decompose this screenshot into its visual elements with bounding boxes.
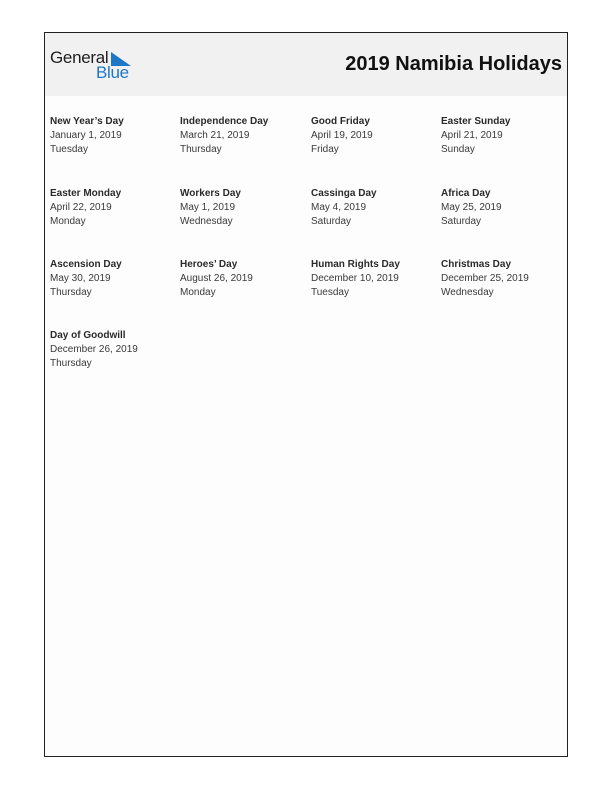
holiday-name: Cassinga Day [311,188,377,199]
holiday-item [50,329,175,371]
holiday-date: March 21, 2019 [180,130,250,141]
holiday-item [180,187,305,229]
holiday-item [50,187,175,229]
holiday-date: April 19, 2019 [311,130,373,141]
holiday-item [50,258,175,300]
holiday-weekday: Wednesday [180,216,233,227]
holiday-date: May 4, 2019 [311,202,367,213]
holiday-item [180,258,305,300]
holiday-name: Easter Monday [50,188,122,199]
holiday-name: Independence Day [180,116,269,127]
holiday-item [311,187,436,229]
holiday-date: May 1, 2019 [180,202,236,213]
holiday-name: Christmas Day [441,259,512,270]
holiday-name: Easter Sunday [441,116,511,127]
holiday-date: December 25, 2019 [441,273,529,284]
calendar-page [44,32,568,757]
holiday-weekday: Monday [180,287,216,298]
holiday-item [441,187,566,229]
generalblue-logo [50,48,140,84]
holiday-weekday: Thursday [180,144,222,155]
holiday-weekday: Wednesday [441,287,494,298]
holiday-name: Human Rights Day [311,259,400,270]
holiday-name: Africa Day [441,188,491,199]
holiday-weekday: Thursday [50,287,92,298]
holiday-date: August 26, 2019 [180,273,253,284]
holiday-weekday: Sunday [441,144,475,155]
holiday-date: May 25, 2019 [441,202,502,213]
page-title: 2019 Namibia Holidays [345,53,562,75]
holiday-name: Heroes’ Day [180,259,238,270]
holiday-date: April 22, 2019 [50,202,112,213]
holiday-weekday: Saturday [311,216,352,227]
holiday-date: May 30, 2019 [50,273,111,284]
holiday-item [311,115,436,157]
holiday-item [180,115,305,157]
holiday-date: December 10, 2019 [311,273,399,284]
holiday-name: Good Friday [311,116,370,127]
holiday-name: Workers Day [180,188,241,199]
logo-word-blue: Blue [96,63,129,82]
logo-word-general: General [50,48,109,67]
header-band [45,33,567,96]
holiday-weekday: Saturday [441,216,482,227]
holiday-name: Ascension Day [50,259,122,270]
holiday-weekday: Thursday [50,358,92,369]
holiday-item [441,115,566,157]
holiday-item [311,258,436,300]
holiday-weekday: Friday [311,144,339,155]
holiday-weekday: Tuesday [311,287,349,298]
holiday-item [441,258,566,300]
holiday-date: January 1, 2019 [50,130,122,141]
holiday-item [50,115,175,157]
holiday-weekday: Tuesday [50,144,88,155]
holiday-weekday: Monday [50,216,86,227]
holiday-date: April 21, 2019 [441,130,503,141]
holiday-name: New Year’s Day [50,116,124,127]
holiday-date: December 26, 2019 [50,344,138,355]
holiday-name: Day of Goodwill [50,330,126,341]
